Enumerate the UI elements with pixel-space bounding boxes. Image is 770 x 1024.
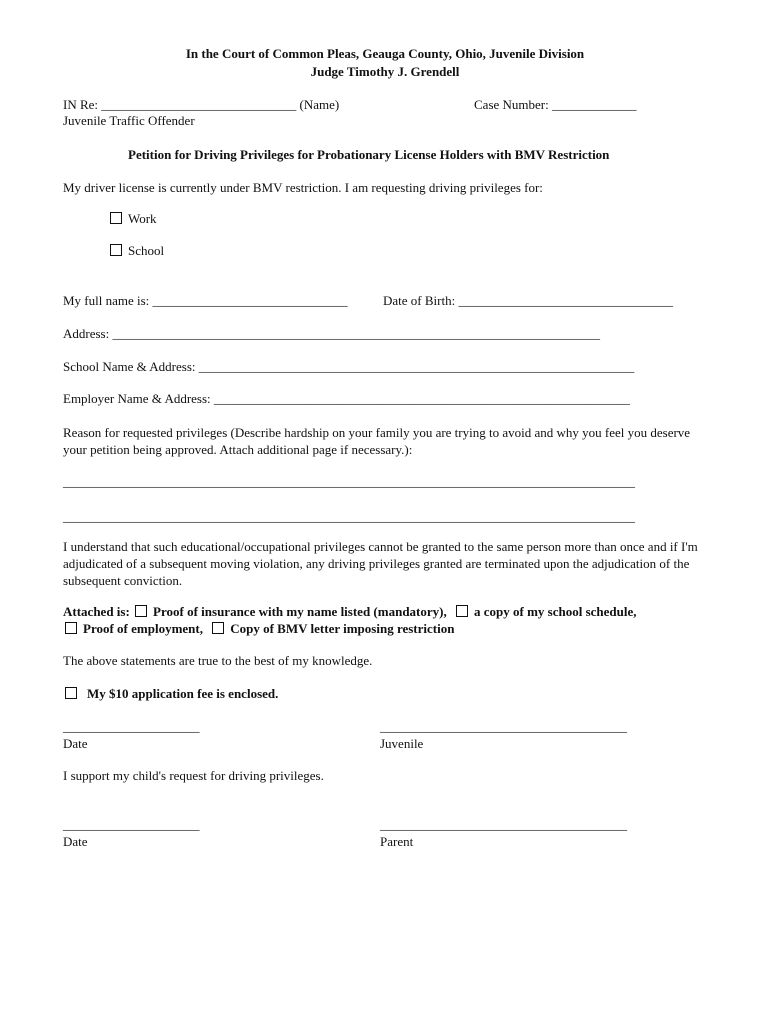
address-field[interactable]: Address: ___________________________________________________________________________	[63, 326, 600, 341]
schedule-label: a copy of my school schedule,	[473, 604, 637, 619]
bmv-letter-label: Copy of BMV letter imposing restriction	[230, 621, 455, 636]
work-checkbox[interactable]	[110, 212, 122, 224]
in-re-name-field[interactable]: IN Re: ______________________________ (Name)	[63, 97, 340, 112]
school-checkbox[interactable]	[110, 244, 122, 256]
judge-name: Judge Timothy J. Grendell	[310, 64, 460, 79]
reason-prompt: Reason for requested privileges (Describe hardship on your family you are trying to avoid and why you feel you deserve your petition being approved. Attach additional page if necessary.):	[63, 425, 691, 457]
fee-label: My $10 application fee is enclosed.	[87, 686, 279, 701]
bmv-letter-checkbox[interactable]	[212, 622, 224, 634]
parent-label: Parent	[380, 834, 414, 849]
option-work-label: Work	[128, 211, 157, 226]
form-title: Petition for Driving Privileges for Probationary License Holders with BMV Restriction	[128, 147, 610, 162]
option-work[interactable]	[110, 210, 157, 227]
option-school[interactable]	[110, 242, 164, 259]
case-number-field[interactable]: Case Number: _____________	[474, 97, 637, 112]
court-title: In the Court of Common Pleas, Geauga County, Ohio, Juvenile Division	[185, 46, 585, 61]
dob-field[interactable]: Date of Birth: _________________________________	[383, 293, 673, 308]
attached-label: Attached is:	[63, 604, 130, 619]
support-text: I support my child's request for driving privileges.	[63, 768, 324, 783]
school-field[interactable]: School Name & Address: ___________________________________________________________________	[63, 359, 635, 374]
employer-field[interactable]: Employer Name & Address: ________________________________________________________________	[63, 391, 630, 406]
juvenile-date-line[interactable]: _____________________	[63, 719, 200, 734]
employment-label: Proof of employment,	[83, 621, 203, 636]
juvenile-signature-line[interactable]: ______________________________________	[380, 719, 627, 734]
statement-text: The above statements are true to the best of my knowledge.	[63, 653, 373, 668]
juvenile-label: Juvenile	[380, 736, 424, 751]
attached-row-2	[63, 620, 454, 637]
parent-signature-line[interactable]: ______________________________________	[380, 817, 627, 832]
employment-checkbox[interactable]	[65, 622, 77, 634]
insurance-checkbox[interactable]	[135, 605, 147, 617]
reason-line-2[interactable]: ________________________________________________________________________________________	[63, 509, 635, 524]
reason-line-1[interactable]: ________________________________________________________________________________________	[63, 474, 635, 489]
understanding-paragraph: I understand that such educational/occupational privileges cannot be granted to the same person more than once and if I'm adjudicated of a subsequent moving violation, any driving privileges granted are terminated upon the adjudication of the subsequent conviction.	[63, 539, 698, 588]
parent-date-label: Date	[63, 834, 88, 849]
schedule-checkbox[interactable]	[456, 605, 468, 617]
fee-checkbox[interactable]	[65, 687, 77, 699]
full-name-field[interactable]: My full name is: ______________________________	[63, 293, 348, 308]
insurance-label: Proof of insurance with my name listed (mandatory),	[153, 604, 447, 619]
attached-row-1	[63, 603, 636, 620]
option-school-label: School	[128, 243, 165, 258]
intro-text: My driver license is currently under BMV restriction. I am requesting driving privileges for:	[63, 180, 543, 195]
fee-row	[63, 685, 278, 702]
offender-label: Juvenile Traffic Offender	[63, 113, 195, 128]
parent-date-line[interactable]: _____________________	[63, 817, 200, 832]
juvenile-date-label: Date	[63, 736, 88, 751]
